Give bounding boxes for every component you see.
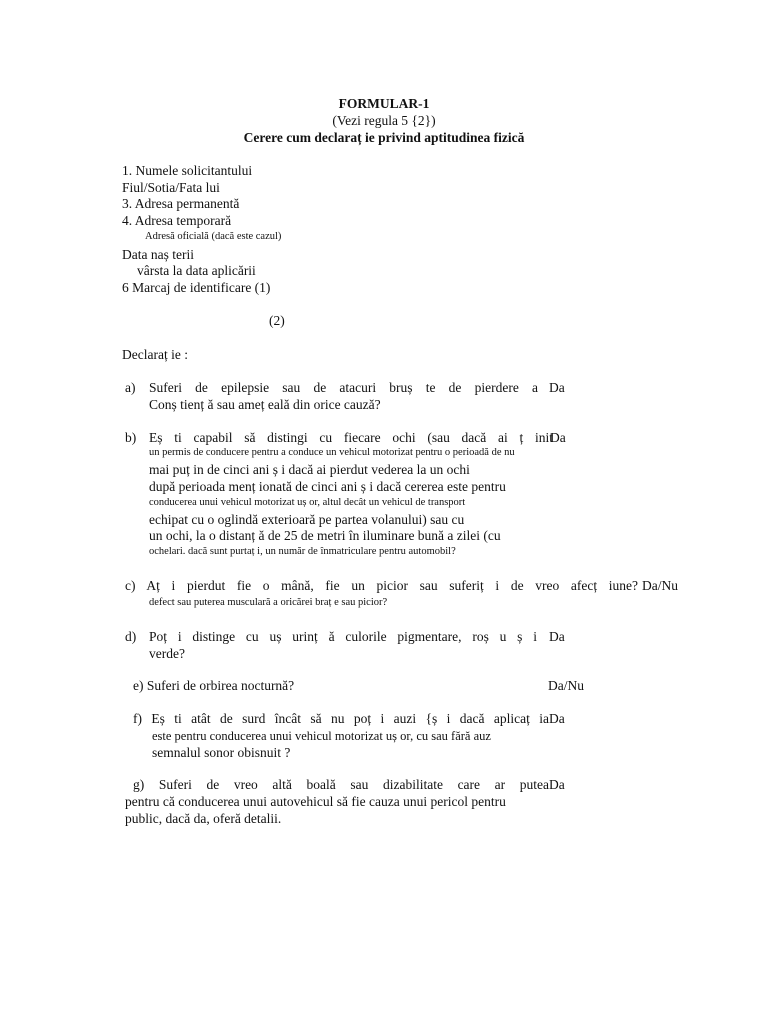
field-applicant-name: 1. Numele solicitantului bbox=[122, 163, 253, 178]
question-a-text-line1: Suferi de epilepsie sau de atacuri bruș te de pierdere a bbox=[149, 380, 538, 395]
question-e-answer: Da/Nu bbox=[548, 678, 584, 693]
question-b-text-line8: ochelari. dacă sunt purtaț i, un număr de înmatriculare pentru automobil? bbox=[149, 546, 456, 557]
question-b-text-line3: mai puț in de cinci ani ș i dacă ai pierdut vederea la un ochi bbox=[149, 462, 470, 477]
field-identification-mark-1: 6 Marcaj de identificare (1) bbox=[122, 280, 271, 295]
field-age-at-application: vârsta la data aplicării bbox=[137, 263, 256, 278]
question-a-letter: a) bbox=[125, 380, 136, 395]
question-c-answer: Da/Nu bbox=[642, 578, 678, 593]
question-g-answer: Da bbox=[549, 777, 565, 792]
question-d-text-line2: verde? bbox=[149, 646, 185, 661]
question-f-text-line3: semnalul sonor obisnuit ? bbox=[152, 745, 291, 760]
question-b-text-line2: un permis de conducere pentru a conduce un vehicul motorizat pentru o perioadă de nu bbox=[149, 447, 515, 458]
form-title: FORMULAR-1 bbox=[338, 96, 430, 111]
question-a-answer: Da bbox=[549, 380, 565, 395]
question-d-letter: d) bbox=[125, 629, 137, 644]
question-b-answer: Da bbox=[550, 430, 566, 445]
question-b-text-line4: după perioada menț ionată de cinci ani ș i dacă cererea este pentru bbox=[149, 479, 506, 494]
form-subtitle: Cerere cum declaraț ie privind aptitudinea fizică bbox=[243, 130, 525, 145]
question-g-text-line1: g) Suferi de vreo altă boală sau dizabilitate care ar putea bbox=[133, 777, 549, 792]
question-d-text-line1: Poț i distinge cu uș urinț ă culorile pigmentare, roș u ș i bbox=[149, 629, 537, 644]
field-official-address-note: Adresă oficială (dacă este cazul) bbox=[145, 231, 282, 242]
rule-reference: (Vezi regula 5 {2}) bbox=[332, 113, 436, 128]
question-d-answer: Da bbox=[549, 629, 565, 644]
question-f-answer: Da bbox=[549, 711, 565, 726]
question-e-text: e) Suferi de orbirea nocturnă? bbox=[133, 678, 295, 693]
field-birth-date: Data naș terii bbox=[122, 247, 194, 262]
question-g-text-line3: public, dacă da, oferă detalii. bbox=[125, 811, 282, 826]
field-identification-mark-2: (2) bbox=[269, 313, 285, 328]
question-b-letter: b) bbox=[125, 430, 137, 445]
question-b-text-line5: conducerea unui vehicul motorizat uș or, altul decât un vehicul de transport bbox=[149, 497, 466, 508]
field-relation: Fiul/Sotia/Fata lui bbox=[122, 180, 220, 195]
question-b-text-line6: echipat cu o oglindă exterioară pe partea volanului) sau cu bbox=[149, 512, 465, 527]
field-temporary-address: 4. Adresa temporară bbox=[122, 213, 232, 228]
question-b-text-line1: Eș ti capabil să distingi cu fiecare ochi (sau dacă ai ț init bbox=[149, 430, 553, 445]
question-g-text-line2: pentru că conducerea unui autovehicul să fie cauza unui pericol pentru bbox=[125, 794, 506, 809]
question-a-text-line2: Conș tienț ă sau ameț eală din orice cauză? bbox=[149, 397, 381, 412]
declaration-label: Declaraț ie : bbox=[122, 347, 188, 362]
question-b-text-line7: un ochi, la o distanț ă de 25 de metri în iluminare bună a zilei (cu bbox=[149, 528, 501, 543]
question-c-text-line1: c) Aț i pierdut fie o mână, fie un picior sau suferiț i de vreo afecț iune? bbox=[125, 578, 638, 593]
field-permanent-address: 3. Adresa permanentă bbox=[122, 196, 240, 211]
question-f-text-line1: f) Eș ti atât de surd încât să nu poț i auzi {ș i dacă aplicaț ia bbox=[133, 711, 549, 726]
question-f-text-line2: este pentru conducerea unui vehicul motorizat uș or, cu sau fără auz bbox=[152, 729, 491, 743]
question-c-text-line2: defect sau puterea musculară a oricărei braț e sau picior? bbox=[149, 597, 388, 608]
